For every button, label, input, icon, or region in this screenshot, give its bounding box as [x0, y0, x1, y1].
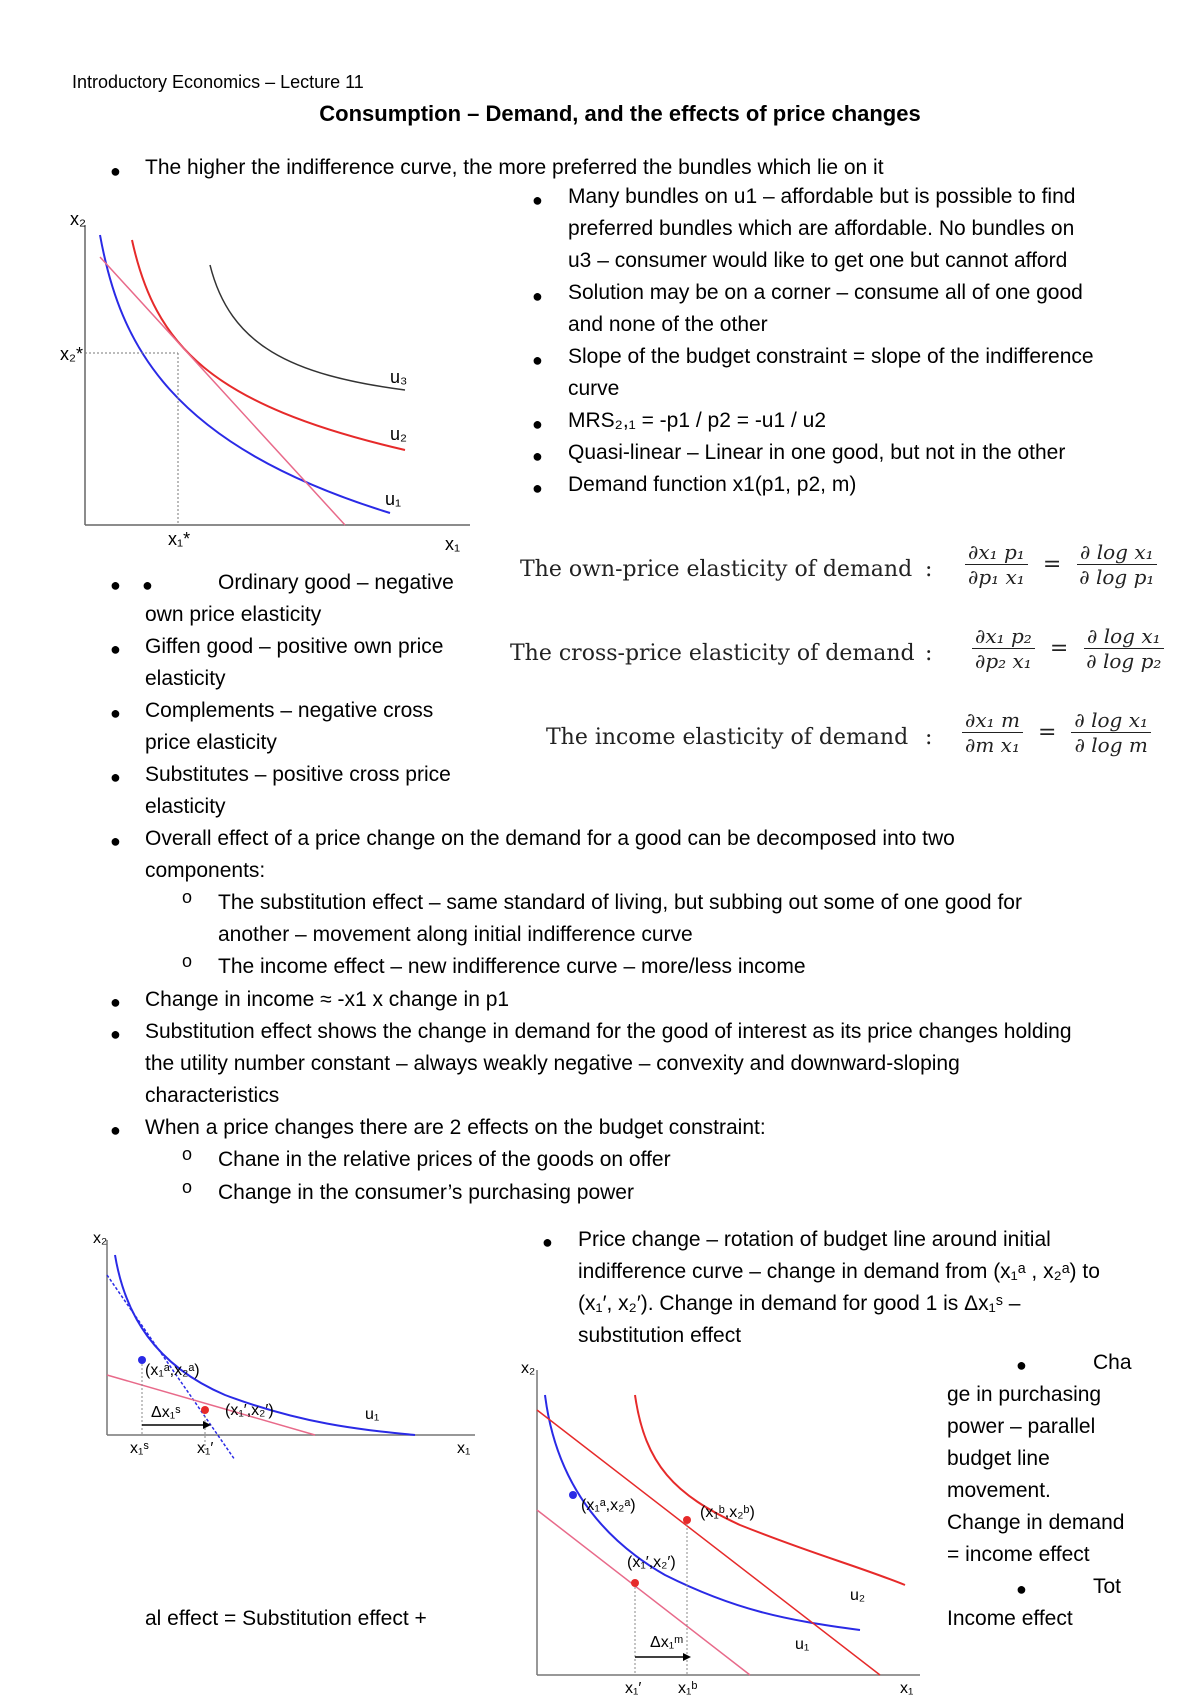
- point-prime-label: (x₁′,x₂′): [225, 1402, 274, 1419]
- colon: :: [925, 725, 933, 750]
- list-item: Income effect: [947, 1607, 1073, 1630]
- list-item: own price elasticity: [145, 603, 322, 626]
- list-item: Chane in the relative prices of the goods on offer: [218, 1148, 671, 1171]
- bullet-dot: ●: [532, 286, 543, 306]
- point-b-label: (x₁ᵇ,x₂ᵇ): [700, 1504, 755, 1521]
- colon: :: [925, 557, 933, 582]
- bullet-dot: ●: [532, 478, 543, 498]
- fig1-y-star-label: x₂*: [60, 344, 83, 364]
- list-item: Substitutes – positive cross price: [145, 763, 451, 786]
- list-item: indifference curve – change in demand from (x₁ᵃ , x₂ᵃ) to: [578, 1260, 1100, 1283]
- list-item: Giffen good – positive own price: [145, 635, 444, 658]
- point-prime-label: (x₁′,x₂′): [627, 1554, 676, 1571]
- income-elasticity-formula: $\frac{\text{∂x₁ m}}{\text{∂m x₁}}$ = $\frac{\text{∂ log x₁}}{\text{∂ log m}}$: [962, 708, 1151, 757]
- delta-x-label: Δx₁ˢ: [151, 1404, 181, 1421]
- list-item: When a price changes there are 2 effects on the budget constraint:: [145, 1116, 766, 1139]
- list-item: (x₁′, x₂′). Change in demand for good 1 is Δx₁ˢ –: [578, 1292, 1021, 1315]
- own-price-elasticity-label: The own-price elasticity of demand: [520, 557, 913, 582]
- fig1-x-axis-label: x₁: [445, 534, 461, 554]
- list-item: = income effect: [947, 1543, 1090, 1566]
- fig2-y-axis-label: x₂: [93, 1230, 108, 1247]
- list-item: characteristics: [145, 1084, 280, 1107]
- bullet-dot: ●: [532, 190, 543, 210]
- sub-bullet: o: [182, 887, 193, 907]
- list-item: Cha: [1093, 1351, 1132, 1374]
- list-item: substitution effect: [578, 1324, 742, 1347]
- list-item: Slope of the budget constraint = slope of the indifference: [568, 345, 1094, 368]
- bullet-dot: ●: [542, 1232, 553, 1252]
- bullet-dot: ●: [110, 992, 121, 1012]
- cross-price-elasticity-label: The cross-price elasticity of demand: [510, 641, 915, 666]
- list-item: Change in income ≈ -x1 x change in p1: [145, 988, 510, 1011]
- bullet-dot: ●: [1016, 1579, 1027, 1599]
- list-item: The income effect – new indifference curve – more/less income: [218, 955, 806, 978]
- page-title: Consumption – Demand, and the effects of price changes: [319, 101, 921, 126]
- bullet-dot: ●: [1016, 1355, 1027, 1375]
- fig2-u1-label: u₁: [365, 1406, 380, 1423]
- fig3-u2-label: u₂: [850, 1587, 866, 1604]
- delta-x-label: Δx₁ᵐ: [650, 1634, 684, 1651]
- cross-price-elasticity-formula: $\frac{\text{∂x₁ p₂}}{\text{∂p₂ x₁}}$ = $\frac{\text{∂ log x₁}}{\text{∂ log p₂}}$: [972, 624, 1164, 673]
- fig2-x-axis-label: x₁: [457, 1440, 471, 1457]
- list-item: Change in demand: [947, 1511, 1125, 1534]
- bullet-dot: ●: [532, 446, 543, 466]
- list-item: curve: [568, 377, 620, 400]
- list-item: The substitution effect – same standard of living, but subbing out some of one good for: [218, 891, 1022, 914]
- list-item: preferred bundles which are affordable. No bundles on: [568, 217, 1075, 240]
- bullet-dot: ●: [110, 639, 121, 659]
- income-effect-figure: [515, 1355, 935, 1695]
- point-a-label: (x₁ᵃ,x₂ᵃ): [581, 1497, 636, 1514]
- bullet-dot: ●: [110, 1024, 121, 1044]
- bullet-dot: ●: [110, 161, 121, 181]
- bullet-dot: ●: [110, 767, 121, 787]
- list-item: Solution may be on a corner – consume all of one good: [568, 281, 1083, 304]
- sub-bullet: o: [182, 1144, 193, 1164]
- lecture-header: Introductory Economics – Lecture 11: [72, 72, 364, 92]
- bottom-left-text: al effect = Substitution effect +: [145, 1607, 427, 1630]
- bullet-dot: ●: [110, 1120, 121, 1140]
- bullet-dot: ●: [532, 414, 543, 434]
- fig3-y-axis-label: x₂: [521, 1360, 536, 1377]
- list-item: Complements – negative cross: [145, 699, 434, 722]
- bullet-dot: ●: [532, 350, 543, 370]
- sub-bullet: o: [182, 1177, 193, 1197]
- bullet-dot: ●: [110, 575, 121, 595]
- list-item: movement.: [947, 1479, 1051, 1502]
- income-elasticity-label: The income elasticity of demand: [546, 725, 909, 750]
- list-item: power – parallel: [947, 1415, 1096, 1438]
- list-item: MRS₂,₁ = -p1 / p2 = -u1 / u2: [568, 409, 827, 432]
- fig1-y-axis-label: x₂: [70, 209, 86, 229]
- list-item: another – movement along initial indifference curve: [218, 923, 693, 946]
- list-item: elasticity: [145, 667, 226, 690]
- bullet-dot: ●: [142, 575, 153, 595]
- bullet-dot: ●: [110, 703, 121, 723]
- list-item: Overall effect of a price change on the demand for a good can be decomposed into two: [145, 827, 955, 850]
- x-prime-label: x₁′: [197, 1440, 214, 1457]
- colon: :: [925, 641, 933, 666]
- list-item: Quasi-linear – Linear in one good, but not in the other: [568, 441, 1066, 464]
- u3-label: u₃: [390, 367, 408, 387]
- own-price-elasticity-formula: $\frac{\text{∂x₁ p₁}}{\text{∂p₁ x₁}}$ = $\frac{\text{∂ log x₁}}{\text{∂ log p₁}}$: [965, 540, 1157, 589]
- bullet-top: The higher the indifference curve, the more preferred the bundles which lie on it: [145, 156, 884, 179]
- list-item: Price change – rotation of budget line around initial: [578, 1228, 1051, 1251]
- list-item: price elasticity: [145, 731, 277, 754]
- list-item: ge in purchasing: [947, 1383, 1102, 1406]
- fig3-u1-label: u₁: [795, 1636, 810, 1653]
- list-item: Change in the consumer’s purchasing power: [218, 1181, 634, 1204]
- list-item: and none of the other: [568, 313, 768, 336]
- x-prime-label: x₁′: [625, 1680, 642, 1695]
- bullet-dot: ●: [110, 831, 121, 851]
- list-item: Demand function x1(p1, p2, m): [568, 473, 857, 496]
- list-item: Substitution effect shows the change in demand for the good of interest as its price changes holding: [145, 1020, 1072, 1043]
- list-item: Ordinary good – negative: [218, 571, 454, 594]
- sub-bullet: o: [182, 951, 193, 971]
- list-item: u3 – consumer would like to get one but cannot afford: [568, 249, 1068, 272]
- list-item: components:: [145, 859, 266, 882]
- list-item: budget line: [947, 1447, 1050, 1470]
- x-s-label: x₁ˢ: [130, 1440, 149, 1457]
- list-item: Tot: [1093, 1575, 1122, 1598]
- point-a-label: (x₁ᵃ,x₂ᵃ): [145, 1362, 200, 1379]
- list-item: the utility number constant – always weakly negative – convexity and downward-sloping: [145, 1052, 960, 1075]
- u2-label: u₂: [390, 424, 407, 444]
- fig3-x-axis-label: x₁: [900, 1680, 914, 1695]
- substitution-effect-figure: [85, 1225, 485, 1465]
- fig1-x-star-label: x₁*: [168, 529, 191, 549]
- x-b-label: x₁ᵇ: [678, 1680, 698, 1695]
- u1-label: u₁: [385, 489, 402, 509]
- list-item: Many bundles on u1 – affordable but is possible to find: [568, 185, 1076, 208]
- indifference-curves-figure: [60, 205, 480, 555]
- list-item: elasticity: [145, 795, 226, 818]
